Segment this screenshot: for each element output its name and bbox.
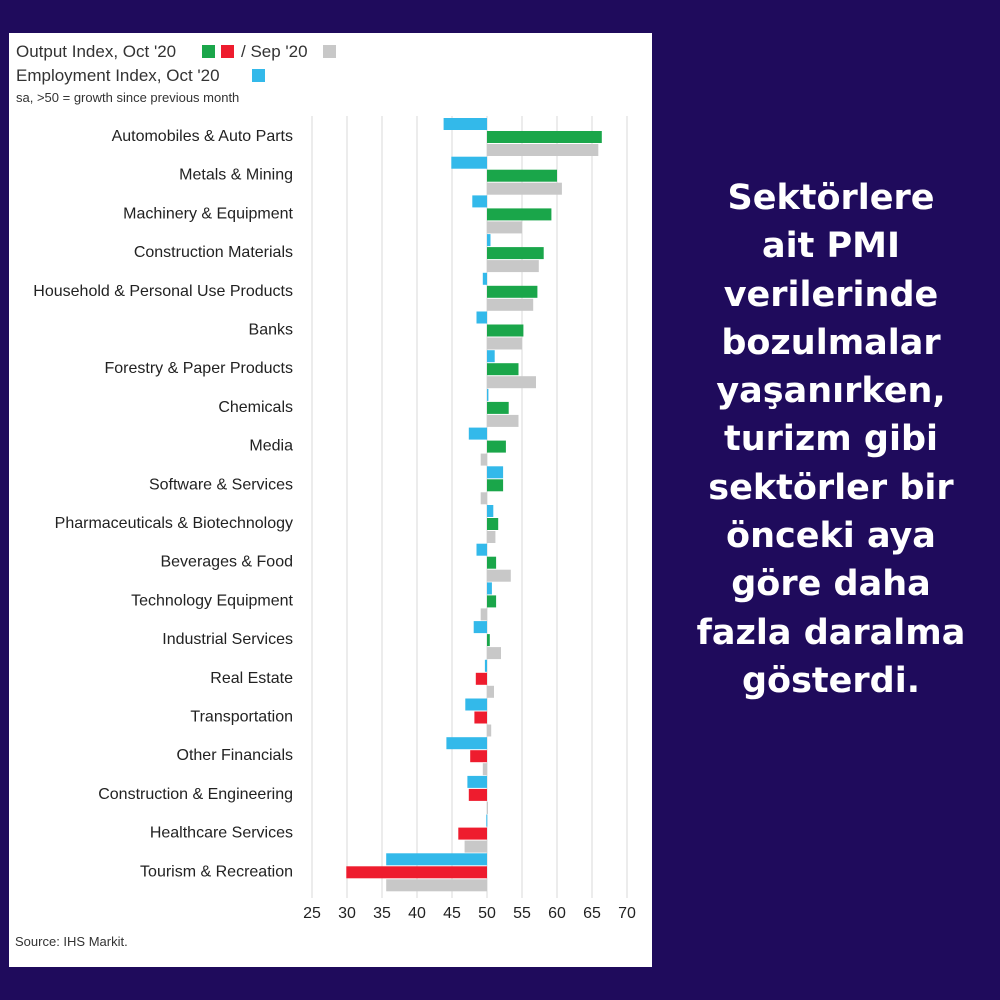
sep-bar (487, 686, 494, 698)
legend-sep-label: / Sep '20 (241, 42, 308, 61)
caption-line: yaşanırken, (716, 371, 946, 412)
sep-bar (487, 299, 533, 311)
output-bar (470, 750, 487, 762)
x-tick-label: 40 (408, 905, 426, 922)
category-label: Machinery & Equipment (123, 205, 293, 223)
category-label: Construction & Engineering (98, 785, 293, 803)
sep-bar (487, 183, 562, 195)
sep-bar (487, 647, 501, 659)
output-bar (469, 789, 487, 801)
employment-bar (487, 505, 493, 517)
output-bar (487, 595, 496, 607)
employment-bar (477, 312, 488, 324)
output-bar (346, 866, 487, 878)
employment-bar (483, 273, 487, 285)
sep-bar (481, 492, 487, 504)
employment-bar (485, 660, 487, 672)
category-label: Healthcare Services (149, 824, 293, 842)
x-tick-label: 25 (303, 905, 321, 922)
category-label: Transportation (190, 708, 293, 726)
sep-bar (487, 144, 598, 156)
category-label: Forestry & Paper Products (104, 360, 293, 378)
output-bar (474, 712, 487, 724)
category-label: Metals & Mining (179, 166, 293, 184)
x-tick-label: 50 (478, 905, 496, 922)
employment-bar (487, 350, 495, 362)
output-bar (487, 402, 509, 414)
sep-bar (487, 725, 491, 737)
employment-bar (386, 853, 487, 865)
x-tick-label: 35 (373, 905, 391, 922)
sep-bar (487, 531, 495, 543)
output-bar (487, 247, 544, 259)
output-bar (487, 208, 551, 220)
sep-bar (487, 338, 522, 350)
employment-bar (486, 815, 487, 827)
x-tick-label: 55 (513, 905, 531, 922)
output-bar (487, 286, 537, 298)
caption-line: turizm gibi (723, 419, 939, 460)
employment-bar (487, 582, 492, 594)
sep-bar (465, 841, 487, 853)
bars (346, 118, 602, 891)
output-bar (487, 170, 557, 182)
x-tick-label: 45 (443, 905, 461, 922)
caption-line: fazla daralma (696, 612, 966, 653)
output-bar (476, 673, 487, 685)
employment-bar (446, 737, 487, 749)
caption-line: göre daha (731, 564, 931, 605)
caption-line: verilerinde (723, 274, 939, 315)
category-label: Beverages & Food (160, 553, 293, 571)
legend-output-label: Output Index, Oct '20 (16, 42, 177, 61)
output-bar (487, 363, 519, 375)
employment-bar (472, 195, 487, 207)
employment-bar (444, 118, 487, 130)
sep-bar (481, 454, 487, 466)
category-label: Real Estate (210, 669, 293, 687)
legend-swatch-employment (252, 69, 265, 82)
legend (16, 42, 336, 105)
output-bar (487, 518, 498, 530)
category-label: Industrial Services (162, 631, 293, 649)
employment-bar (465, 699, 487, 711)
employment-bar (451, 157, 487, 169)
output-bar (487, 557, 496, 569)
employment-bar (469, 428, 487, 440)
sep-bar (487, 376, 536, 388)
output-bar (487, 441, 506, 453)
category-label: Construction Materials (133, 244, 293, 262)
legend-employment-label: Employment Index, Oct '20 (16, 66, 220, 85)
legend-swatch-output-decrease (221, 45, 234, 58)
sep-bar (487, 570, 511, 582)
caption-line: gösterdi. (741, 660, 920, 701)
category-label: Household & Personal Use Products (33, 282, 293, 300)
output-bar (487, 325, 523, 337)
sep-bar (487, 415, 519, 427)
x-tick-label: 70 (618, 905, 636, 922)
source-note: Source: IHS Markit. (15, 934, 128, 949)
caption-line: ait PMI (761, 226, 901, 267)
x-tick-label: 60 (548, 905, 566, 922)
sep-bar (487, 802, 488, 814)
legend-swatch-output-increase (202, 45, 215, 58)
employment-bar (467, 776, 487, 788)
employment-bar (474, 621, 487, 633)
employment-bar (477, 544, 488, 556)
category-label: Media (249, 437, 293, 455)
caption-line: önceki aya (726, 516, 936, 557)
x-axis-ticks (303, 905, 636, 922)
caption-line: bozulmalar (721, 322, 941, 363)
x-tick-label: 30 (338, 905, 356, 922)
caption-line: Sektörlere (727, 178, 935, 218)
employment-bar (487, 234, 491, 246)
caption-line: sektörler bir (708, 467, 954, 508)
category-label: Automobiles & Auto Parts (111, 128, 293, 145)
sep-bar (481, 608, 487, 620)
category-label: Pharmaceuticals & Biotechnology (54, 515, 293, 532)
output-bar (458, 828, 487, 840)
output-bar (487, 634, 490, 646)
pmi-bar-chart (9, 33, 652, 967)
category-label: Tourism & Recreation (140, 863, 293, 881)
x-tick-label: 65 (583, 905, 601, 922)
output-bar (487, 479, 503, 491)
category-label: Technology Equipment (131, 592, 293, 610)
sep-bar (386, 879, 487, 891)
category-label: Chemicals (218, 398, 293, 416)
employment-bar (487, 466, 503, 478)
category-labels (33, 128, 293, 880)
output-bar (487, 131, 602, 143)
category-label: Other Financials (176, 747, 293, 765)
legend-note: sa, >50 = growth since previous month (16, 90, 240, 105)
category-label: Software & Services (148, 476, 293, 494)
chart-card (9, 33, 652, 967)
sep-bar (487, 221, 522, 233)
side-caption (662, 174, 1000, 705)
legend-swatch-sep (323, 45, 336, 58)
employment-bar (487, 389, 488, 401)
category-label: Banks (248, 321, 293, 339)
sep-bar (483, 763, 487, 775)
sep-bar (487, 260, 539, 272)
